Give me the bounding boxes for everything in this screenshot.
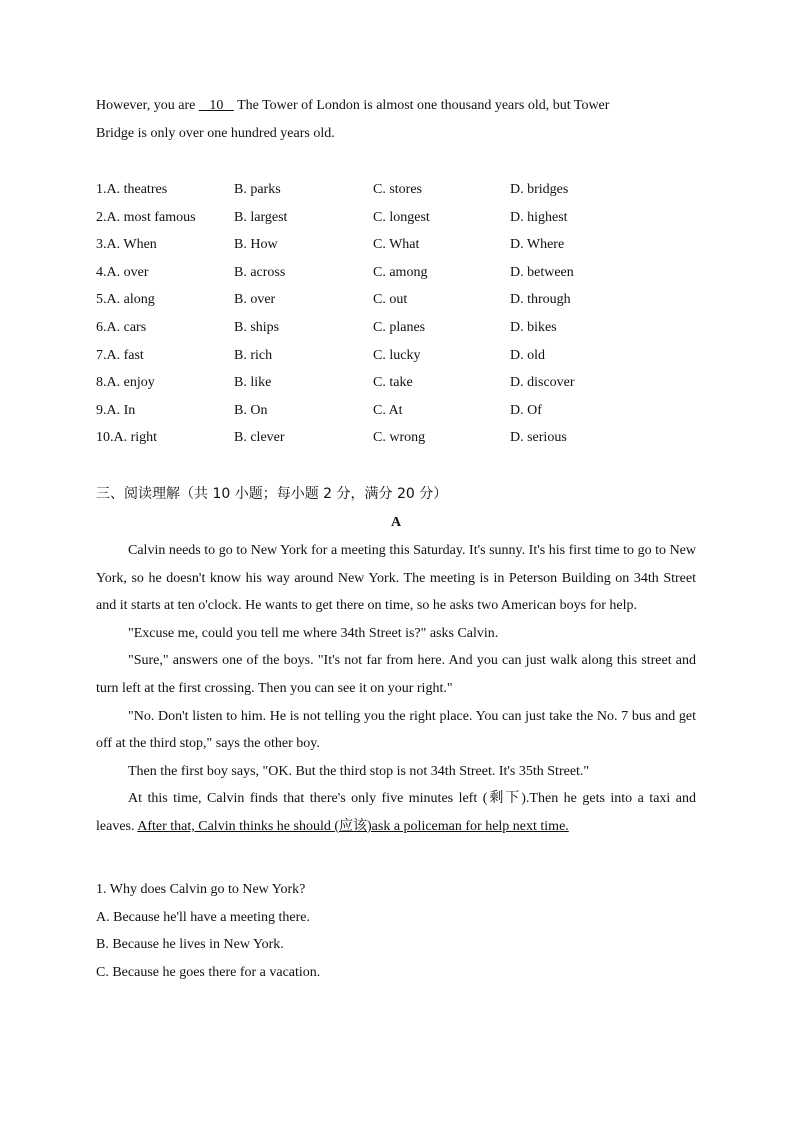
option-d: D. between xyxy=(510,264,574,280)
choice-b: B. Because he lives in New York. xyxy=(96,937,284,953)
passage-paragraph-5: Then the first boy says, "OK. But the third stop is not 34th Street. It's 35th Street." xyxy=(128,763,590,779)
option-c: C. out xyxy=(373,292,408,308)
question-1 xyxy=(96,876,696,986)
option-row-10 xyxy=(96,424,696,452)
option-b: B. How xyxy=(234,237,278,253)
choice-a: A. Because he'll have a meeting there. xyxy=(96,909,310,925)
option-a: 7.A. fast xyxy=(96,347,144,363)
option-c: C. lucky xyxy=(373,347,421,363)
option-row-4 xyxy=(96,259,696,287)
option-c: C. wrong xyxy=(373,430,426,446)
paragraph-6-plain: At this time, Calvin finds that there's only five minutes left (剩下).Then he gets into a taxi and leaves. xyxy=(96,791,696,834)
option-row-1 xyxy=(96,176,696,204)
option-c: C. What xyxy=(373,237,420,253)
option-b: B. largest xyxy=(234,209,288,225)
option-d: D. bridges xyxy=(510,182,569,197)
option-row-8 xyxy=(96,369,696,397)
option-b: B. like xyxy=(234,375,272,391)
option-row-3 xyxy=(96,231,696,259)
option-a: 6.A. cars xyxy=(96,319,147,335)
blank-10: 10 xyxy=(198,98,234,113)
option-c: C. At xyxy=(373,402,403,418)
passage-paragraph-3: "Sure," answers one of the boys. "It's not far from here. And you can just walk along this street and turn left at the first crossing. Then you can see it on your right." xyxy=(96,653,696,696)
option-a: 5.A. along xyxy=(96,292,155,308)
option-a: 8.A. enjoy xyxy=(96,375,155,391)
question-stem: 1. Why does Calvin go to New York? xyxy=(96,882,306,897)
passage-title: A xyxy=(390,515,402,530)
option-b: B. parks xyxy=(234,182,281,197)
option-a: 10.A. right xyxy=(96,430,158,446)
option-row-7 xyxy=(96,342,696,370)
option-d: D. serious xyxy=(510,430,567,446)
intro-paragraph xyxy=(96,92,696,148)
option-row-6 xyxy=(96,314,696,342)
underlined-sentence: After that, Calvin thinks he should (应该)ask a policeman for help next time. xyxy=(137,818,569,834)
option-c: C. take xyxy=(373,375,413,391)
option-a: 3.A. When xyxy=(96,237,157,253)
option-a: 2.A. most famous xyxy=(96,209,196,225)
section-heading: 三、阅读理解（共 10 小题；每小题 2 分，满分 20 分） xyxy=(96,486,448,502)
option-a: 4.A. over xyxy=(96,264,149,280)
option-b: B. On xyxy=(234,402,268,418)
option-row-2 xyxy=(96,204,696,232)
choice-c: C. Because he goes there for a vacation. xyxy=(96,964,321,980)
intro-line2: Bridge is only over one hundred years old. xyxy=(96,126,335,141)
option-c: C. longest xyxy=(373,209,430,225)
option-d: D. Where xyxy=(510,237,565,253)
option-d: D. Of xyxy=(510,402,542,418)
passage-paragraph-4: "No. Don't listen to him. He is not telling you the right place. You can just take the No. 7 bus and get off at the third stop," says the other boy. xyxy=(96,708,696,752)
passage-paragraph-6 xyxy=(96,785,696,840)
option-d: D. old xyxy=(510,347,545,363)
passage-paragraph-1: Calvin needs to go to New York for a meeting this Saturday. It's sunny. It's his first time to go to New York, so he doesn't know his way around New York. The meeting is in Peterson Building on 34th Street and it starts at ten o'clock. He wants to get there on time, so he asks two American boys for help. xyxy=(96,543,696,614)
option-a: 1.A. theatres xyxy=(96,182,168,197)
option-b: B. rich xyxy=(234,347,273,363)
option-row-9 xyxy=(96,397,696,425)
intro-line1-after: The Tower of London is almost one thousand years old, but Tower xyxy=(233,98,610,113)
option-c: C. planes xyxy=(373,319,426,335)
option-a: 9.A. In xyxy=(96,402,136,418)
passage-paragraph-2: "Excuse me, could you tell me where 34th Street is?" asks Calvin. xyxy=(128,625,499,641)
intro-line1-before: However, you are xyxy=(96,98,199,113)
option-b: B. clever xyxy=(234,430,285,446)
answer-options xyxy=(96,176,696,452)
reading-passage xyxy=(96,537,696,841)
option-d: D. through xyxy=(510,292,571,308)
option-d: D. bikes xyxy=(510,319,557,335)
option-d: D. discover xyxy=(510,375,575,391)
option-c: C. stores xyxy=(373,182,422,197)
option-b: B. across xyxy=(234,264,286,280)
intro-text xyxy=(96,92,696,148)
option-row-5 xyxy=(96,286,696,314)
option-b: B. ships xyxy=(234,319,280,335)
option-d: D. highest xyxy=(510,209,568,225)
option-b: B. over xyxy=(234,292,276,308)
option-c: C. among xyxy=(373,264,428,280)
